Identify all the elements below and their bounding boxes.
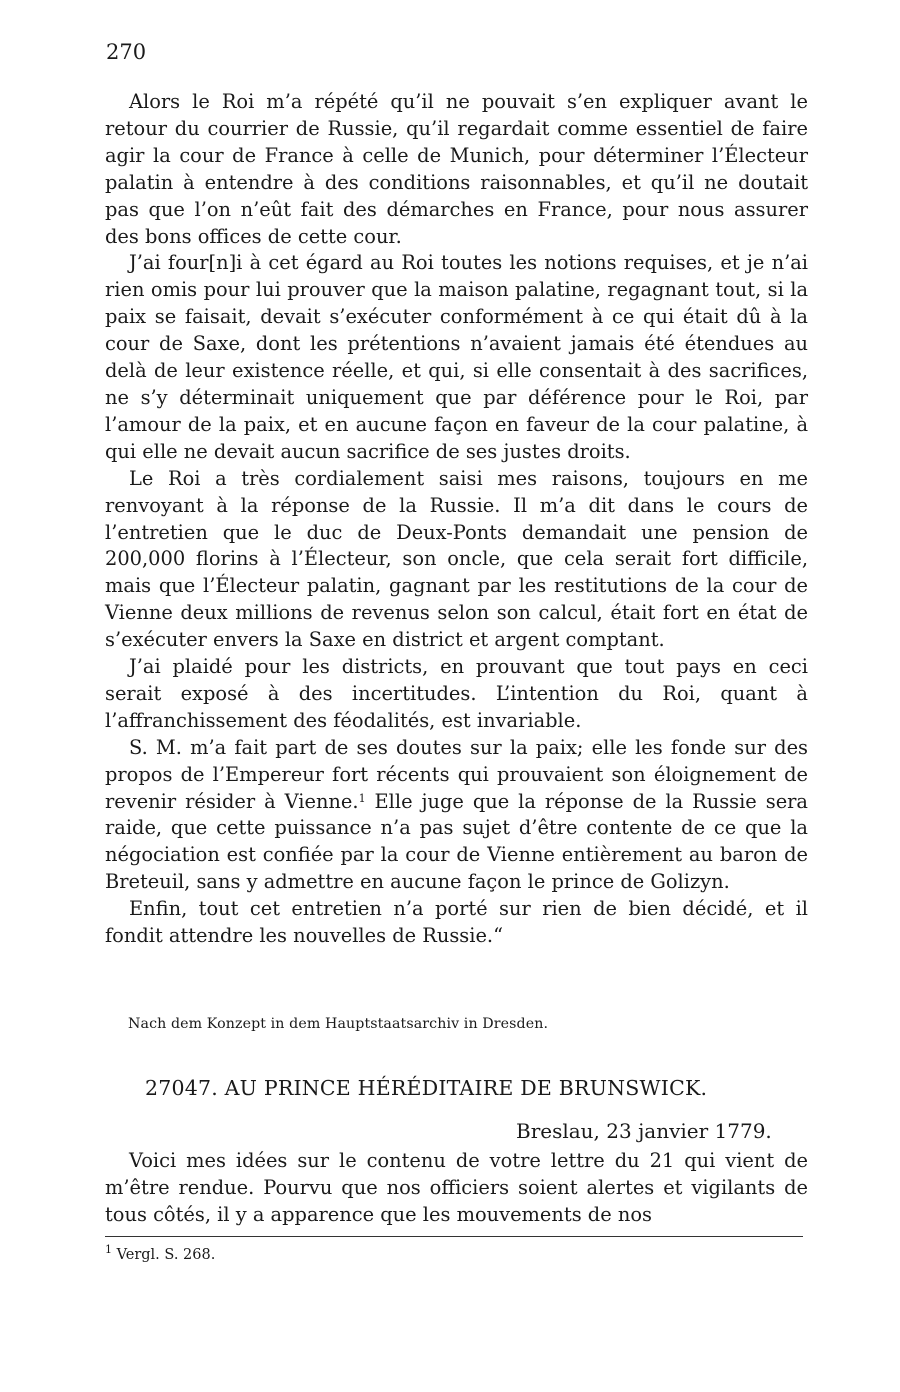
footnote-marker: 1 xyxy=(105,1243,112,1256)
page-number: 270 xyxy=(106,40,147,64)
footnote-text: Vergl. S. 268. xyxy=(116,1247,216,1263)
letter-text xyxy=(105,1148,808,1229)
paragraph-5 xyxy=(105,735,808,896)
paragraph-2: J’ai four[n]i à cet égard au Roi toutes les notions requises, et je n’ai rien omis pour lui prouver que la maison palatine, regagnant tout, si la paix se faisait, devait s’exécuter conformément à ce qui était dû à la cour de Saxe, dont les prétentions n’avaient jamais été étendues au delà de leur existence réelle, et qui, si elle consentait à des sacrifices, ne s’y déterminait uniquement que par déférence pour le Roi, par l’amour de la paix, et en aucune façon en faveur de la cour palatine, à qui elle ne devait aucun sacrifice de ses justes droits. xyxy=(105,251,808,463)
source-note: Nach dem Konzept in dem Hauptstaatsarchiv in Dresden. xyxy=(128,1016,549,1032)
footnote-divider xyxy=(105,1236,803,1237)
paragraph-5-text-b: Elle juge que la réponse de la Russie sera raide, que cette puissance n’a pas sujet d’être contente de ce que la négociation est confiée par la cour de Vienne entièrement au baron de Breteuil, sans y admettre en aucune façon le prince de Golizyn. xyxy=(105,789,808,894)
paragraph-4: J’ai plaidé pour les districts, en prouvant que tout pays en ceci serait exposé à des incertitudes. L’intention du Roi, quant à l’affranchissement des féodalités, est invariable. xyxy=(105,655,808,732)
paragraph-6: Enfin, tout cet entretien n’a porté sur rien de bien décidé, et il fondit attendre les nouvelles de Russie.“ xyxy=(105,897,808,948)
paragraph-1: Alors le Roi m’a répété qu’il ne pouvait s’en expliquer avant le retour du courrier de Russie, qu’il regardait comme essentiel de faire agir la cour de France à celle de Munich, pour déterminer l’Électeur palatin à entendre à des conditions raisonnables, et qu’il ne doutait pas que l’on n’eût fait des démarches en France, pour nous assurer des bons offices de cette cour. xyxy=(105,90,808,248)
letter-body xyxy=(105,89,808,950)
dateline: Breslau, 23 janvier 1779. xyxy=(516,1119,772,1143)
footnote xyxy=(105,1245,215,1265)
letter-paragraph: Voici mes idées sur le contenu de votre lettre du 21 qui vient de m’être rendue. Pourvu que nos officiers soient alertes et vigilants de tous côtés, il y a apparence que les mouvements de nos xyxy=(105,1149,808,1226)
paragraph-3: Le Roi a très cordialement saisi mes raisons, toujours en me renvoyant à la réponse de la Russie. Il m’a dit dans le cours de l’entretien que le duc de Deux-Ponts demandait une pension de 200,000 florins à l’Électeur, son oncle, que cela serait fort difficile, mais que l’Électeur palatin, gagnant par les restitutions de la cour de Vienne deux millions de revenus selon son calcul, était fort en état de s’exécuter envers la Saxe en district et argent comptant. xyxy=(105,466,808,652)
footnote-reference: 1 xyxy=(358,791,366,805)
paragraph-5-text-a: S. M. m’a fait part de ses doutes sur la paix; elle les fonde sur des propos de l’Empereur fort récents qui prouvaient son éloignement de revenir résider à Vienne. xyxy=(105,735,808,813)
letter-heading: 27047. AU PRINCE HÉRÉDITAIRE DE BRUNSWICK. xyxy=(145,1076,708,1100)
